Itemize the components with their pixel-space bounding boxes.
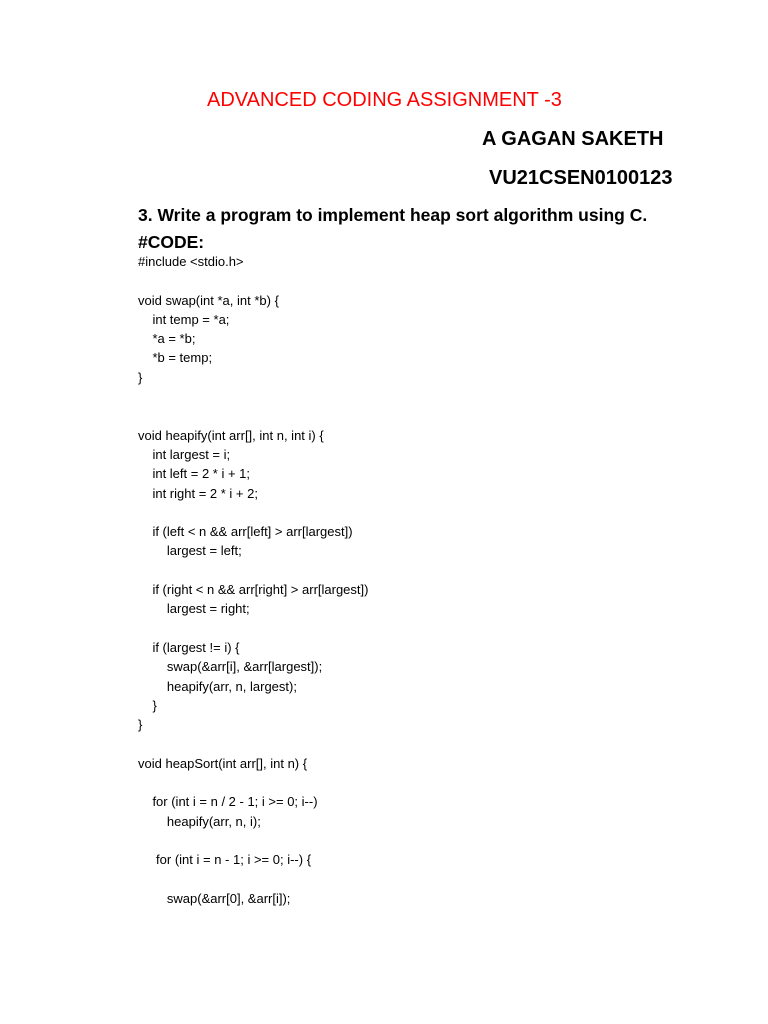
code-line: #include <stdio.h>	[138, 254, 244, 269]
code-line: *a = *b;	[138, 331, 196, 347]
code-line: int right = 2 * i + 2;	[138, 485, 258, 501]
code-line	[138, 406, 698, 425]
code-line: largest = left;	[138, 543, 242, 559]
code-line	[138, 831, 698, 850]
code-line: void heapSort(int arr[], int n) {	[138, 755, 308, 771]
code-line: swap(&arr[i], &arr[largest]);	[138, 659, 323, 675]
code-line: heapify(arr, n, i);	[138, 813, 261, 829]
code-line	[138, 503, 698, 522]
code-line: void swap(int *a, int *b) {	[138, 292, 279, 308]
code-line: largest = right;	[138, 601, 250, 617]
code-line: }	[138, 717, 143, 733]
code-line: *b = temp;	[138, 350, 213, 366]
author-name: A GAGAN SAKETH	[482, 128, 664, 150]
code-line: }	[138, 697, 157, 713]
code-line: }	[138, 369, 143, 385]
code-line: heapify(arr, n, largest);	[138, 678, 297, 694]
code-line: int temp = *a;	[138, 311, 230, 327]
code-line	[138, 271, 698, 290]
assignment-title: ADVANCED CODING ASSIGNMENT -3	[207, 89, 562, 111]
code-line	[138, 387, 698, 406]
code-line: int largest = i;	[138, 446, 231, 462]
code-line: int left = 2 * i + 1;	[138, 466, 251, 482]
code-line	[138, 561, 698, 580]
code-line: for (int i = n / 2 - 1; i >= 0; i--)	[138, 794, 318, 810]
code-line: for (int i = n - 1; i >= 0; i--) {	[138, 852, 312, 868]
code-heading: #CODE:	[138, 232, 205, 252]
code-line	[138, 773, 698, 792]
code-line: if (largest != i) {	[138, 639, 240, 655]
code-line	[138, 734, 698, 753]
code-line: if (right < n && arr[right] > arr[largest])	[138, 582, 369, 598]
registration-number: VU21CSEN0100123	[489, 167, 673, 189]
code-line: if (left < n && arr[left] > arr[largest])	[138, 524, 353, 540]
code-line	[138, 619, 698, 638]
code-line	[138, 870, 698, 889]
code-line: swap(&arr[0], &arr[i]);	[138, 890, 291, 906]
code-listing	[138, 252, 698, 908]
question-text: 3. Write a program to implement heap sort algorithm using C.	[138, 205, 648, 225]
code-line: void heapify(int arr[], int n, int i) {	[138, 427, 324, 443]
